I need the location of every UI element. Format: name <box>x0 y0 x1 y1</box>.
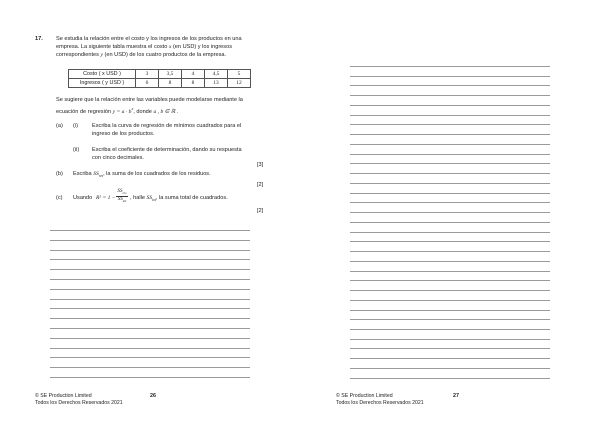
answer-line[interactable] <box>50 250 250 251</box>
footer-rights-left: Todos los Derechos Reservados 2021 <box>35 400 123 406</box>
answer-line[interactable] <box>350 115 550 116</box>
part-c-equation-lhs: R² = 1 − <box>96 195 116 201</box>
answer-line[interactable] <box>350 368 550 369</box>
table-cell: 8 <box>159 79 182 88</box>
part-a-ii-label: (ii) <box>73 147 80 153</box>
answer-line[interactable] <box>50 377 250 378</box>
answer-line[interactable] <box>350 144 550 145</box>
table-cell: 5 <box>228 70 251 79</box>
answer-line[interactable] <box>350 124 550 125</box>
answer-line[interactable] <box>350 173 550 174</box>
answer-line[interactable] <box>350 329 550 330</box>
table-header-cost: Costo ( x USD ) <box>69 70 136 79</box>
right-page <box>300 0 600 424</box>
answer-line[interactable] <box>350 76 550 77</box>
table-cell: 8 <box>182 79 205 88</box>
answer-line[interactable] <box>350 319 550 320</box>
answer-line[interactable] <box>50 240 250 241</box>
answer-line[interactable] <box>50 289 250 290</box>
question-number: 17. <box>35 36 43 42</box>
table-cell: 4,5 <box>205 70 228 79</box>
part-c-fraction: $SS_{res}$ $SS_{tot}$ <box>117 189 127 203</box>
answer-line[interactable] <box>350 339 550 340</box>
answer-line[interactable] <box>350 105 550 106</box>
answer-line[interactable] <box>350 310 550 311</box>
answer-line[interactable] <box>350 95 550 96</box>
data-table <box>68 69 251 88</box>
answer-line[interactable] <box>350 212 550 213</box>
table-cell: 12 <box>228 79 251 88</box>
answer-line[interactable] <box>350 85 550 86</box>
answer-line[interactable] <box>50 279 250 280</box>
answer-line[interactable] <box>350 271 550 272</box>
answer-line[interactable] <box>50 318 250 319</box>
answer-line[interactable] <box>350 290 550 291</box>
answer-line[interactable] <box>350 300 550 301</box>
answer-line[interactable] <box>50 269 250 270</box>
answer-line[interactable] <box>350 348 550 349</box>
answer-line[interactable] <box>350 134 550 135</box>
answer-line[interactable] <box>350 183 550 184</box>
part-a-ii-line-2: con cinco decimales. <box>92 155 144 161</box>
part-c-text: , halle $SS_{tot}$, la suma total de cuadrados. <box>130 195 228 203</box>
part-a-i-line-1: Escriba la curva de regresión de mínimos cuadrados para el <box>92 123 242 129</box>
part-a-marks: [3] <box>257 162 264 168</box>
answer-line[interactable] <box>350 163 550 164</box>
answer-line[interactable] <box>350 202 550 203</box>
answer-line[interactable] <box>350 358 550 359</box>
answer-line[interactable] <box>350 193 550 194</box>
footer-copyright-left: © SE Production Limited <box>35 393 92 399</box>
answer-line[interactable] <box>350 66 550 67</box>
answer-line[interactable] <box>350 251 550 252</box>
part-c-label: (c) <box>56 195 63 201</box>
page-number-left: 26 <box>150 393 156 399</box>
table-row-income <box>69 79 251 88</box>
answer-line[interactable] <box>50 338 250 339</box>
table-cell: 4 <box>182 70 205 79</box>
answer-line[interactable] <box>350 222 550 223</box>
answer-line[interactable] <box>50 259 250 260</box>
footer-rights-right: Todos los Derechos Reservados 2021 <box>336 400 424 406</box>
answer-line[interactable] <box>50 308 250 309</box>
table-row-cost <box>69 70 251 79</box>
model-line-1: Se sugiere que la relación entre las variables puede modelarse mediante la <box>56 97 243 103</box>
part-c-text-pre: Usando <box>73 195 93 201</box>
answer-line[interactable] <box>50 348 250 349</box>
intro-line-1: Se estudia la relación entre el costo y los ingresos de los productos en una <box>56 36 242 42</box>
footer-copyright-right: © SE Production Limited <box>336 393 393 399</box>
answer-line[interactable] <box>50 357 250 358</box>
table-cell: 3,5 <box>159 70 182 79</box>
answer-line[interactable] <box>50 328 250 329</box>
part-a-i-line-2: ingreso de los productos. <box>92 131 155 137</box>
table-cell: 13 <box>205 79 228 88</box>
answer-line[interactable] <box>350 378 550 379</box>
answer-line[interactable] <box>350 154 550 155</box>
table-cell: 6 <box>136 79 159 88</box>
table-cell: 3 <box>136 70 159 79</box>
part-a-i-label: (i) <box>73 123 78 129</box>
model-line-2: ecuación de regresión $y = a \cdot b^x$, donde a , b ∈ ℝ . <box>56 106 179 115</box>
part-b-marks: [2] <box>257 182 264 188</box>
part-b-text: Escriba $SS_{res}$, la suma de los cuadrados de los residuos. <box>73 171 211 179</box>
intro-line-3: correspondientes y (en USD) de los cuatro productos de la empresa. <box>56 52 227 58</box>
answer-line[interactable] <box>350 261 550 262</box>
part-a-ii-line-1: Escriba el coeficiente de determinación, dando su respuesta <box>92 147 242 153</box>
answer-line[interactable] <box>350 241 550 242</box>
answer-line[interactable] <box>350 280 550 281</box>
answer-line[interactable] <box>50 367 250 368</box>
part-b-label: (b) <box>56 171 63 177</box>
part-a-label: (a) <box>56 123 63 129</box>
table-header-income: Ingresos ( y USD ) <box>69 79 136 88</box>
answer-line[interactable] <box>350 232 550 233</box>
page-number-right: 27 <box>453 393 459 399</box>
intro-line-2: empresa. La siguiente tabla muestra el costo x (en USD) y los ingresos <box>56 44 233 50</box>
answer-line[interactable] <box>50 299 250 300</box>
part-c-marks: [2] <box>257 208 264 214</box>
answer-line[interactable] <box>50 230 250 231</box>
